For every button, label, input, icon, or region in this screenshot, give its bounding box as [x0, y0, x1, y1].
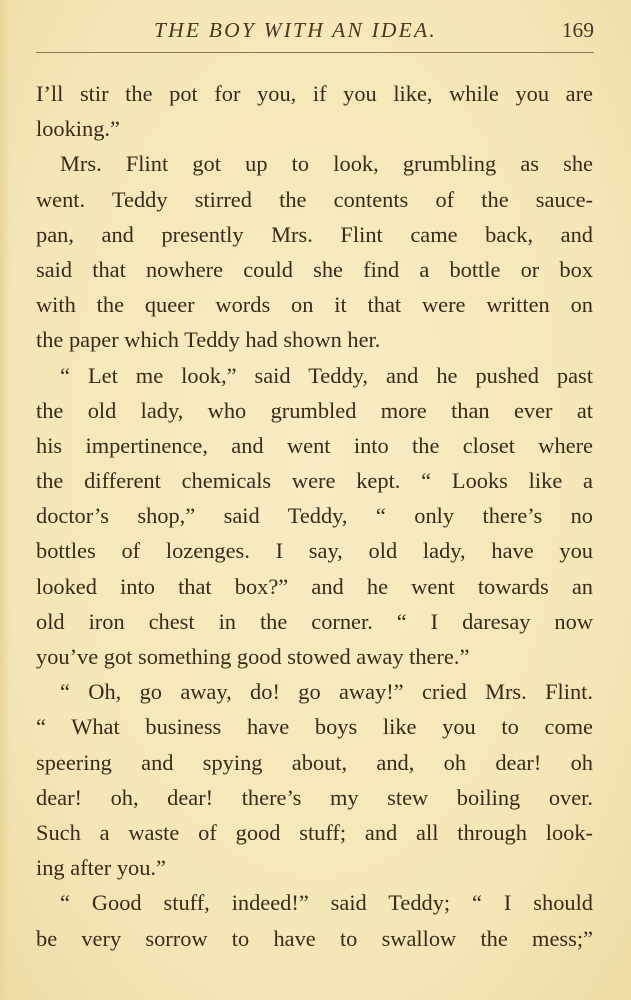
text-line: the different chemicals were kept. “ Looks like a	[36, 468, 593, 494]
text-line: you’ve got something good stowed away there.”	[36, 644, 470, 669]
text-line: “ Let me look,” said Teddy, and he pushed past	[60, 362, 593, 388]
text-line: pan, and presently Mrs. Flint came back, and	[36, 221, 593, 247]
text-line: the paper which Teddy had shown her.	[36, 327, 381, 353]
text-line: “ Oh, go away, do! go away!” cried Mrs. Flint.	[60, 679, 593, 705]
page-number: 169	[561, 18, 594, 42]
body-text	[36, 76, 593, 956]
text-line: with the queer words on it that were written on	[36, 292, 593, 318]
text-line: bottles of lozenges. I say, old lady, have you	[36, 538, 593, 564]
page-gutter-shadow	[0, 0, 10, 1000]
text-line: I’ll stir the pot for you, if you like, while you are	[36, 81, 593, 106]
running-head	[36, 18, 596, 50]
text-line: Such a waste of good stuff; and all through look-	[36, 819, 593, 845]
text-line: speering and spying about, and, oh dear! oh	[36, 749, 593, 775]
text-line: said that nowhere could she find a bottle or box	[36, 256, 593, 282]
text-line: ing after you.”	[36, 855, 166, 881]
text-line: doctor’s shop,” said Teddy, “ only there’s no	[36, 503, 593, 529]
text-line: Mrs. Flint got up to look, grumbling as she	[60, 151, 593, 177]
running-title: THE BOY WITH AN IDEA.	[154, 18, 437, 42]
text-line: went. Teddy stirred the contents of the sauce-	[36, 186, 593, 212]
text-line: his impertinence, and went into the closet where	[36, 432, 593, 458]
text-line: the old lady, who grumbled more than ever at	[36, 397, 593, 423]
text-line: looking.”	[36, 116, 120, 142]
text-line: old iron chest in the corner. “ I daresay now	[36, 608, 593, 634]
header-rule	[36, 52, 594, 53]
text-line: “ Good stuff, indeed!” said Teddy; “ I should	[60, 890, 593, 916]
text-line: “ What business have boys like you to come	[36, 714, 593, 740]
text-line: looked into that box?” and he went towards an	[36, 573, 593, 599]
text-line: dear! oh, dear! there’s my stew boiling over.	[36, 784, 593, 810]
text-line: be very sorrow to have to swallow the mess;”	[36, 925, 593, 951]
